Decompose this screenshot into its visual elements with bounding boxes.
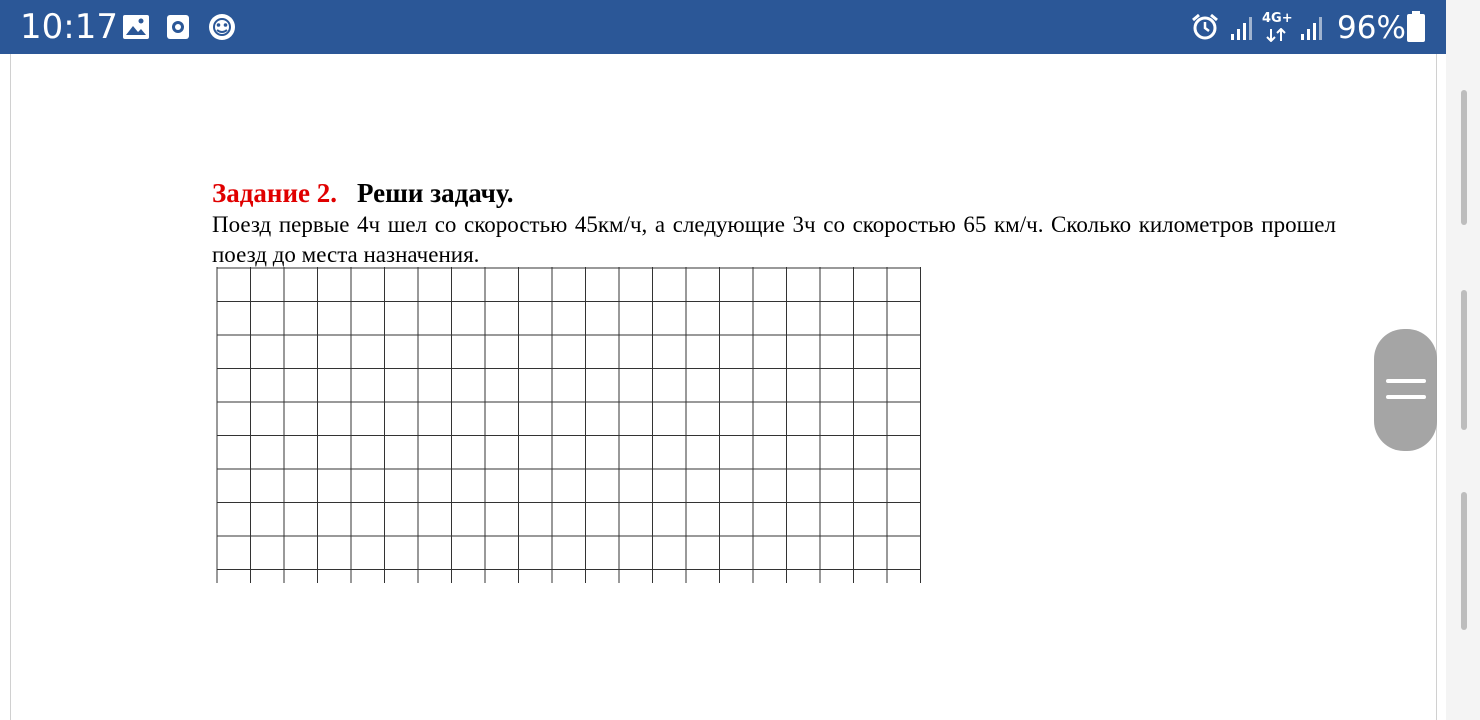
handle-bar-top [1386, 379, 1426, 383]
status-bar [0, 0, 1446, 54]
alarm-icon [1190, 12, 1220, 47]
fast-scroll-handle[interactable] [1374, 329, 1437, 451]
task-text: Поезд первые 4ч шел со скоростью 45км/ч, а следующие 3ч со скоростью 65 км/ч. Сколько километров прошел поезд до места назначения. [212, 212, 1336, 267]
status-time: 10:17 [20, 7, 118, 47]
antivirus-icon [207, 12, 237, 47]
gallery-icon [122, 14, 150, 45]
handle-bar-bottom [1386, 395, 1426, 399]
task-number: Задание 2. [212, 178, 338, 208]
network-icon [1262, 11, 1294, 45]
scrollbar-track-top[interactable] [1461, 90, 1467, 225]
task-heading [212, 176, 513, 210]
signal-icon-2 [1299, 14, 1325, 47]
answer-grid [216, 267, 924, 583]
battery-icon [1406, 11, 1426, 48]
task-title: Реши задачу. [357, 178, 514, 208]
signal-icon [1229, 14, 1255, 47]
scrollbar-track-middle[interactable] [1461, 290, 1467, 430]
scrollbar-track-bottom[interactable] [1461, 492, 1467, 630]
battery-percent: 96% [1337, 10, 1406, 46]
screen-record-icon [166, 14, 190, 45]
network-label: 4G+ [1262, 11, 1293, 26]
